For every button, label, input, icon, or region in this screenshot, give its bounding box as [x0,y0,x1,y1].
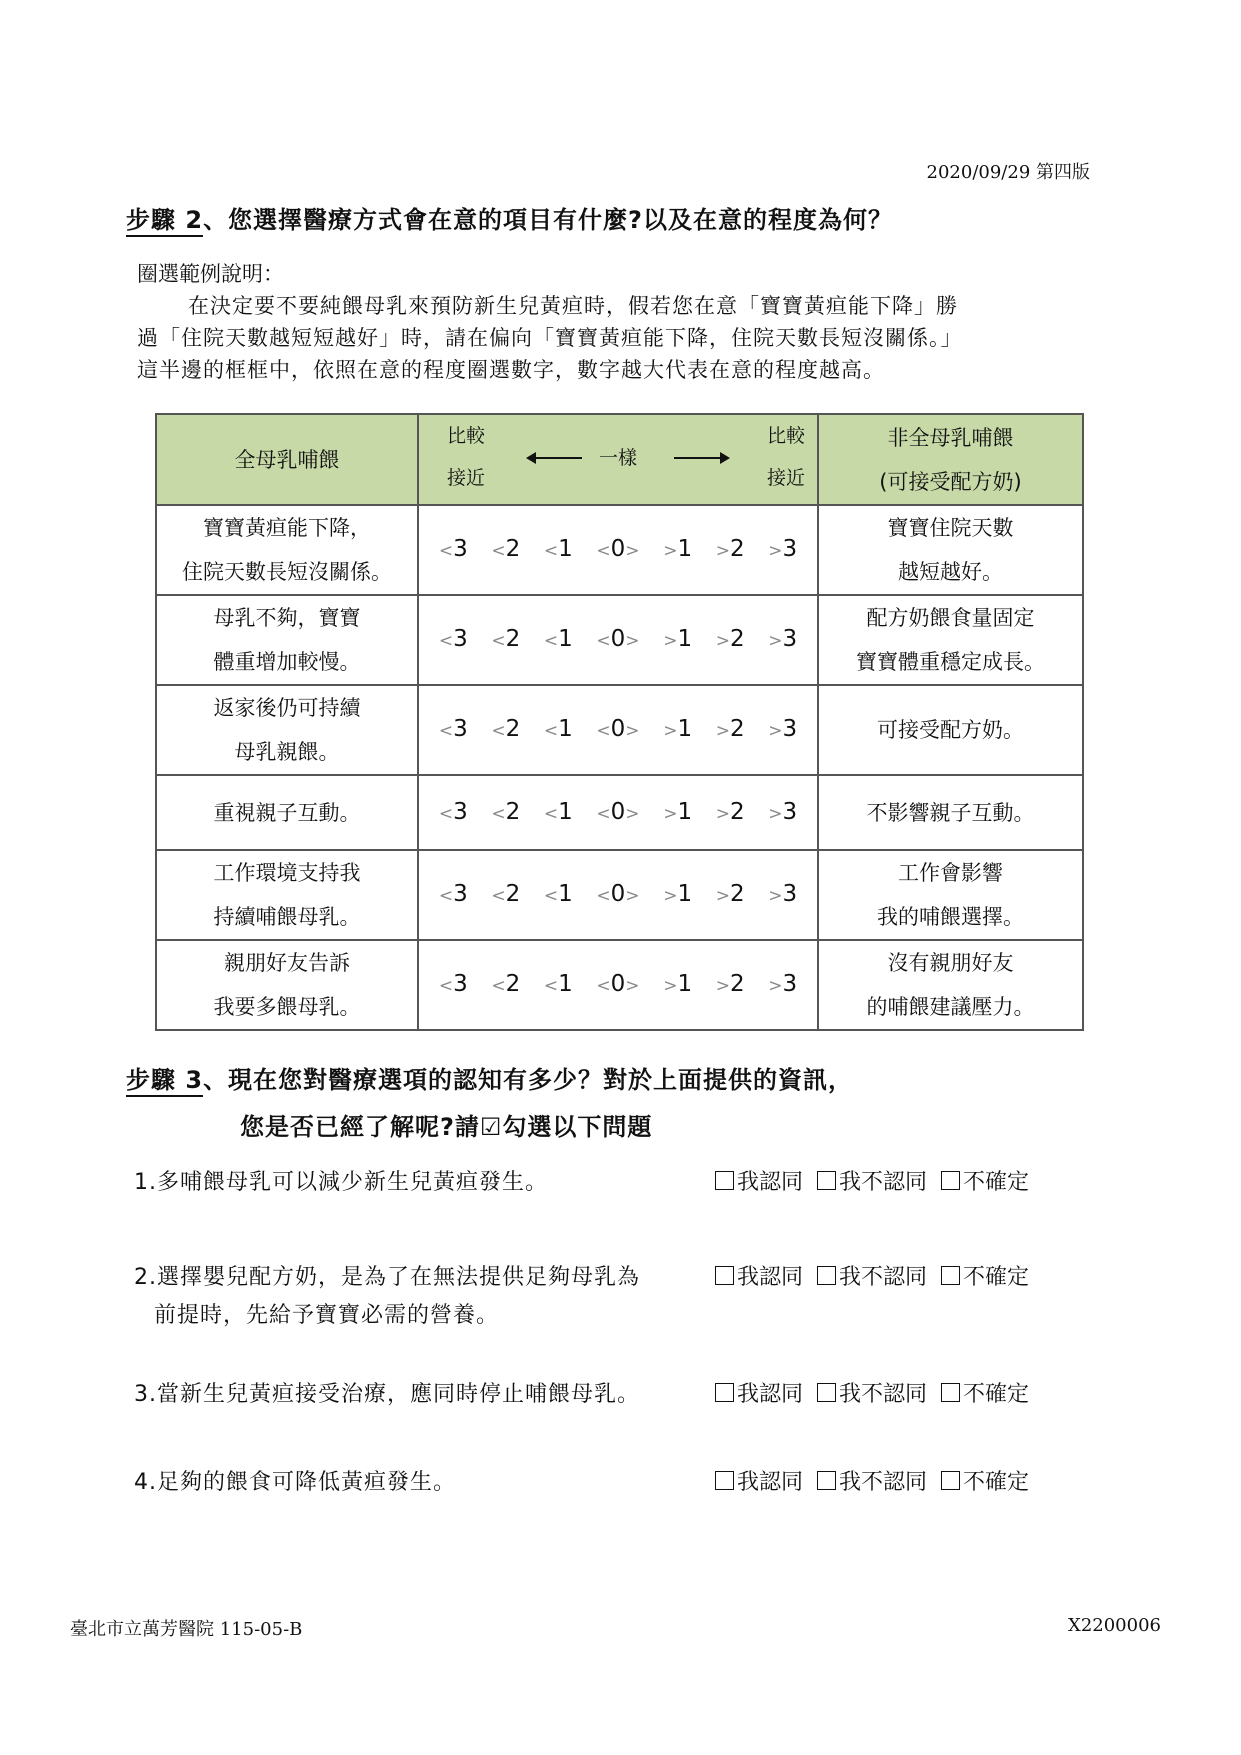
left-option-text: 母乳不夠，寶寶 [213,606,361,630]
same-label: 一樣 [599,447,638,469]
scale-option[interactable] [663,872,692,918]
answer-choice[interactable] [941,1165,1029,1196]
example-line-2: 過「住院天數越短短越好」時，請在偏向「寶寶黃疸能下降，住院天數長短沒關係。」 [137,326,963,350]
checkbox-icon[interactable] [941,1471,960,1490]
scale-direction-mark: < [543,541,559,561]
scale-option[interactable] [663,707,692,753]
scale-number: 3 [453,716,468,742]
scale-option[interactable] [544,872,573,918]
right-option-text: 寶寶住院天數 [887,516,1014,540]
scale-option[interactable] [544,790,573,836]
scale-option[interactable] [716,872,745,918]
scale-direction-mark: > [625,803,640,824]
scale-number: 3 [453,971,468,997]
scale-number: 1 [558,881,573,907]
scale-number: 0 [610,971,626,997]
scale-direction-mark: < [596,886,611,906]
scale-option[interactable] [491,790,520,836]
left-option-text: 工作環境支持我 [213,861,361,885]
scale-number: 1 [677,626,693,652]
scale-number: 2 [505,716,521,742]
scale-direction-mark: > [663,631,678,651]
scale-option[interactable] [544,962,573,1008]
scale-number: 1 [677,881,693,907]
answer-choice[interactable] [817,1165,927,1196]
question-3: 3.當新生兒黃疸接受治療，應同時停止哺餵母乳。 [134,1382,640,1407]
preference-scale-table [155,413,1084,1031]
left-option-text: 住院天數長短沒關係。 [182,560,392,584]
scale-number: 2 [505,626,521,652]
answer-choice[interactable] [715,1465,803,1496]
checkbox-icon[interactable] [715,1266,734,1285]
answer-choices [715,1165,1029,1196]
scale-cell [418,595,818,685]
choice-label: 不確定 [963,1170,1030,1195]
table-row [156,850,1083,940]
checkbox-icon[interactable] [817,1383,836,1402]
left-option-cell [156,775,418,850]
scale-option[interactable] [663,617,692,663]
choice-label: 我認同 [737,1170,804,1195]
example-line-3: 這半邊的框框中，依照在意的程度圈選數字，數字越大代表在意的程度越高。 [137,358,885,382]
answer-choice[interactable] [941,1260,1029,1291]
answer-choice[interactable] [715,1377,803,1408]
right-option-text: 我的哺餵選擇。 [877,905,1024,929]
scale-direction-mark: > [715,541,730,561]
right-option-cell [818,850,1083,940]
right-option-cell [818,595,1083,685]
left-option-cell [156,595,418,685]
choice-label: 我不認同 [839,1470,928,1495]
scale-option[interactable] [439,962,468,1008]
scale-option[interactable] [439,872,468,918]
right-option-text: 沒有親朋好友 [887,951,1014,975]
scale-number: 3 [782,536,798,562]
step3-label: 步驟 3 [126,1066,203,1097]
table-row [156,505,1083,595]
scale-number: 2 [729,798,745,825]
scale-number: 0 [610,536,626,562]
scale-number: 3 [453,798,468,825]
right-option-header [818,414,1083,505]
scale-option[interactable] [768,962,797,1008]
step3-title-line-2: 您是否已經了解呢?請☑勾選以下問題 [240,1113,653,1141]
example-line-1: 在決定要不要純餵母乳來預防新生兒黃疸時，假若您在意「寶寶黃疸能下降」勝 [188,294,958,318]
table-row [156,775,1083,850]
scale-number: 1 [558,626,573,652]
scale-option[interactable] [768,872,797,918]
scale-number: 2 [729,881,745,907]
question-2-line-2: 前提時，先給予寶寶必需的營養。 [154,1303,500,1328]
scale-option[interactable] [491,707,520,753]
scale-direction-mark: > [663,721,678,741]
scale-number: 2 [505,881,521,907]
scale-option[interactable] [596,872,639,918]
choice-label: 我認同 [737,1470,804,1495]
scale-option[interactable] [768,790,797,836]
choice-label: 我認同 [737,1265,804,1290]
scale-direction-mark: < [491,721,506,741]
question-2-line-1: 2.選擇嬰兒配方奶，是為了在無法提供足夠母乳為 [134,1265,640,1290]
table-header-row [156,414,1083,505]
scale-direction-mark: > [715,886,730,906]
right-header-line-2: (可接受配方奶) [879,469,1022,494]
scale-number: 0 [610,798,626,825]
scale-direction-mark: < [596,631,611,651]
scale-option[interactable] [544,527,573,573]
scale-direction-mark: < [491,886,506,906]
checkbox-icon[interactable] [817,1471,836,1490]
scale-option[interactable] [596,527,639,573]
choice-label: 不確定 [963,1265,1030,1290]
scale-direction-mark: > [715,976,730,996]
checkbox-icon[interactable] [817,1266,836,1285]
choice-label: 我不認同 [839,1382,928,1407]
scale-direction-mark: > [625,631,640,651]
checkbox-icon[interactable] [715,1383,734,1402]
left-option-text: 我要多餵母乳。 [213,995,361,1019]
scale-option[interactable] [768,707,797,753]
scale-option[interactable] [596,962,639,1008]
scale-number: 2 [729,971,745,997]
answer-choice[interactable] [715,1165,803,1196]
scale-direction-mark: < [543,803,559,824]
scale-option[interactable] [768,617,797,663]
scale-number: 2 [729,536,745,562]
scale-option[interactable] [491,527,520,573]
scale-direction-mark: > [768,976,783,996]
table-row [156,940,1083,1030]
example-heading: 圈選範例說明： [137,262,284,286]
scale-direction-mark: < [491,976,506,996]
left-option-cell [156,850,418,940]
scale-direction-mark: > [768,631,783,651]
scale-option[interactable] [716,962,745,1008]
scale-direction-mark: < [438,631,454,651]
scale-cell [418,850,818,940]
scale-number: 3 [782,626,798,652]
scale-option[interactable] [439,617,468,663]
scale-number: 3 [453,536,468,562]
answer-choice[interactable] [941,1377,1029,1408]
scale-header [418,414,818,505]
scale-option[interactable] [663,527,692,573]
scale-direction-mark: > [768,886,783,906]
step2-title: 、您選擇醫療方式會在意的項目有什麼?以及在意的程度為何？ [203,206,893,234]
scale-option[interactable] [768,527,797,573]
scale-direction-mark: < [438,541,454,561]
scale-number: 1 [677,536,693,562]
scale-number: 1 [558,716,573,742]
answer-choices [715,1465,1029,1496]
left-option-cell [156,940,418,1030]
step3-heading [126,1060,853,1095]
scale-direction-mark: < [438,803,454,824]
scale-number: 1 [677,798,693,825]
right-option-text: 越短越好。 [898,560,1003,584]
scale-number: 1 [558,971,573,997]
scale-option[interactable] [439,527,468,573]
scale-direction-mark: > [663,541,678,561]
scale-cell [418,940,818,1030]
scale-option[interactable] [439,790,468,836]
right-option-text: 的哺餵建議壓力。 [866,995,1035,1019]
scale-direction-mark: < [596,803,611,824]
checkbox-icon[interactable] [817,1171,836,1190]
choice-label: 不確定 [963,1382,1030,1407]
scale-option[interactable] [439,707,468,753]
scale-number: 1 [558,536,573,562]
right-option-text: 工作會影響 [898,861,1003,885]
scale-direction-mark: > [768,541,783,561]
right-option-cell [818,940,1083,1030]
scale-option[interactable] [716,707,745,753]
answer-choice[interactable] [817,1260,927,1291]
scale-direction-mark: > [663,803,678,824]
table-row [156,685,1083,775]
checkbox-icon[interactable] [941,1171,960,1190]
choice-label: 我不認同 [839,1265,928,1290]
scale-number: 2 [505,798,521,825]
scale-direction-mark: < [438,721,454,741]
scale-cell [418,505,818,595]
step2-label: 步驟 2 [126,206,203,237]
scale-direction-mark: > [768,721,783,741]
scale-number: 3 [782,798,798,825]
scale-direction-mark: < [596,541,611,561]
answer-choices [715,1260,1029,1291]
scale-option[interactable] [491,617,520,663]
closer-right-label-2: 接近 [766,467,805,489]
scale-direction-mark: < [596,976,611,996]
scale-number: 3 [782,971,798,997]
left-option-text: 母乳親餵。 [234,740,340,764]
scale-option[interactable] [596,707,639,753]
scale-option[interactable] [544,617,573,663]
scale-option[interactable] [596,790,639,836]
scale-option[interactable] [716,527,745,573]
scale-direction-mark: < [543,721,559,741]
table-row [156,595,1083,685]
scale-direction-mark: > [663,886,678,906]
left-option-cell [156,505,418,595]
scale-option[interactable] [716,617,745,663]
answer-choice[interactable] [715,1260,803,1291]
right-header-line-1: 非全母乳哺餵 [887,425,1014,450]
scale-number: 1 [677,716,693,742]
scale-direction-mark: < [491,631,506,651]
answer-choice[interactable] [817,1377,927,1408]
arrow-right-icon [674,457,722,459]
answer-choice[interactable] [817,1465,927,1496]
scale-direction-mark: > [625,886,640,906]
scale-number: 0 [610,881,626,907]
right-option-text: 不影響親子互動。 [866,800,1035,825]
scale-number: 0 [610,626,626,652]
scale-number: 2 [729,716,745,742]
checkbox-icon[interactable] [941,1266,960,1285]
scale-number: 3 [782,881,798,907]
answer-choice[interactable] [941,1465,1029,1496]
scale-cell [418,775,818,850]
scale-number: 0 [610,716,626,742]
scale-direction-mark: < [543,976,559,996]
scale-direction-mark: > [625,721,640,741]
scale-direction-mark: < [543,886,559,906]
right-option-text: 可接受配方奶。 [877,718,1024,742]
version-label: 2020/09/29 第四版 [926,162,1090,183]
scale-direction-mark: > [768,803,783,824]
scale-option[interactable] [596,617,639,663]
choice-label: 我不認同 [839,1170,928,1195]
scale-number: 1 [677,971,693,997]
scale-direction-mark: < [438,976,454,996]
right-option-cell [818,775,1083,850]
scale-number: 1 [558,798,573,825]
scale-number: 2 [505,971,521,997]
choice-label: 不確定 [963,1470,1030,1495]
arrow-left-icon [534,457,582,459]
choice-label: 我認同 [737,1382,804,1407]
left-option-text: 寶寶黃疸能下降， [203,516,371,540]
scale-direction-mark: > [715,721,730,741]
left-option-text: 重視親子互動。 [213,800,361,825]
step2-heading [126,200,893,235]
scale-option[interactable] [663,962,692,1008]
scale-direction-mark: > [715,631,730,651]
answer-choices [715,1377,1029,1408]
scale-option[interactable] [716,790,745,836]
checkbox-icon[interactable] [941,1383,960,1402]
scale-direction-mark: > [625,541,640,561]
scale-option[interactable] [663,790,692,836]
footer-code: X2200006 [1068,1615,1161,1636]
footer-hospital: 臺北市立萬芳醫院 115-05-B [70,1619,303,1640]
scale-number: 2 [729,626,745,652]
closer-right-label-1: 比較 [766,425,805,447]
scale-direction-mark: > [663,976,678,996]
scale-number: 3 [782,716,798,742]
question-1: 1.多哺餵母乳可以減少新生兒黃疸發生。 [134,1170,548,1195]
scale-option[interactable] [491,962,520,1008]
scale-direction-mark: < [438,886,454,906]
right-option-text: 寶寶體重穩定成長。 [856,650,1045,674]
checkbox-icon[interactable] [715,1471,734,1490]
scale-direction-mark: > [715,803,730,824]
scale-direction-mark: < [596,721,611,741]
scale-direction-mark: < [543,631,559,651]
right-option-cell [818,685,1083,775]
question-4: 4.足夠的餵食可降低黃疸發生。 [134,1470,456,1495]
scale-number: 3 [453,626,468,652]
scale-option[interactable] [544,707,573,753]
scale-cell [418,685,818,775]
left-option-text: 返家後仍可持續 [213,696,361,720]
step3-title-line-1: 、現在您對醫療選項的認知有多少？對於上面提供的資訊， [203,1066,854,1094]
scale-direction-mark: > [625,976,640,996]
scale-number: 3 [453,881,468,907]
left-option-header: 全母乳哺餵 [156,414,418,505]
right-option-text: 配方奶餵食量固定 [866,606,1035,630]
left-option-text: 親朋好友告訴 [224,951,350,975]
left-option-cell [156,685,418,775]
closer-left-label-2: 接近 [447,467,486,489]
closer-left-label-1: 比較 [447,425,486,447]
right-option-cell [818,505,1083,595]
left-option-text: 持續哺餵母乳。 [213,905,361,929]
checkbox-icon[interactable] [715,1171,734,1190]
scale-option[interactable] [491,872,520,918]
scale-direction-mark: < [491,803,506,824]
left-option-text: 體重增加較慢。 [213,650,361,674]
scale-number: 2 [505,536,521,562]
scale-direction-mark: < [491,541,506,561]
